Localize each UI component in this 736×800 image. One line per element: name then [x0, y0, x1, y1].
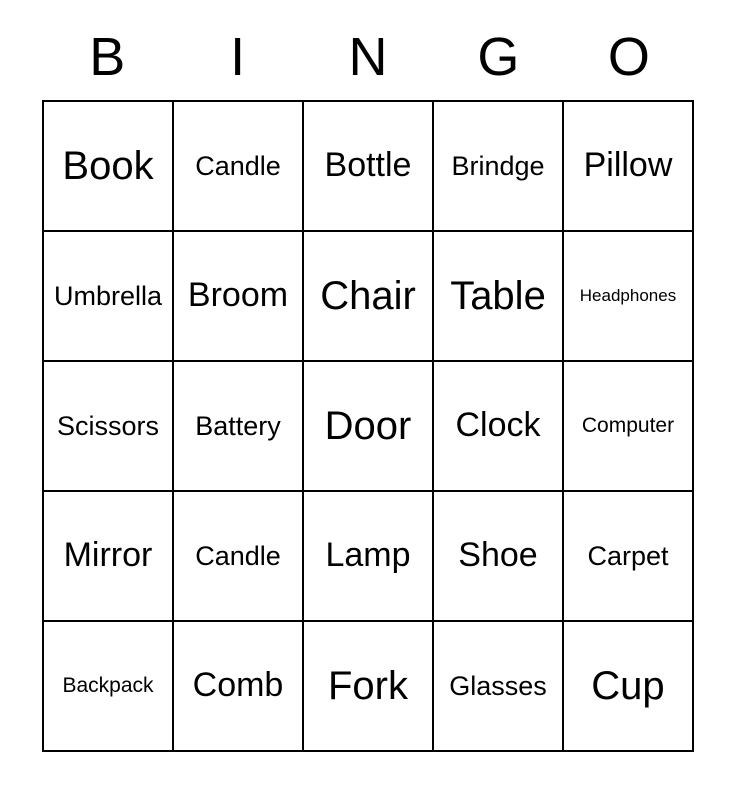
header-letter-n: N	[348, 27, 388, 87]
bingo-cell[interactable]	[564, 492, 694, 622]
bingo-grid	[42, 100, 694, 752]
bingo-cell[interactable]	[564, 232, 694, 362]
bingo-cell[interactable]	[434, 492, 564, 622]
bingo-cell-label: Brindge	[451, 150, 545, 181]
bingo-cell-label: Backpack	[62, 673, 154, 697]
bingo-cell[interactable]	[44, 622, 174, 752]
header-letter-i: I	[230, 27, 246, 87]
bingo-header	[42, 0, 694, 88]
header-letter-g: G	[477, 27, 520, 87]
bingo-cell-label: Pillow	[583, 146, 673, 185]
bingo-cell-label: Broom	[187, 276, 289, 315]
bingo-cell-label: Carpet	[587, 540, 669, 571]
bingo-cell[interactable]	[564, 102, 694, 232]
header-letter-b: B	[89, 27, 126, 87]
bingo-cell-label: Bottle	[324, 146, 412, 185]
bingo-row	[44, 622, 694, 752]
bingo-cell[interactable]	[44, 492, 174, 622]
bingo-cell-label: Candle	[195, 540, 281, 571]
bingo-cell[interactable]	[434, 232, 564, 362]
bingo-cell[interactable]	[174, 232, 304, 362]
bingo-cell-label: Cup	[591, 664, 665, 708]
bingo-cell-label: Battery	[195, 410, 281, 441]
bingo-cell[interactable]	[44, 362, 174, 492]
bingo-cell-label: Book	[62, 144, 154, 188]
bingo-cell[interactable]	[564, 622, 694, 752]
bingo-cell-label: Lamp	[325, 536, 411, 575]
bingo-cell[interactable]	[304, 102, 434, 232]
bingo-cell[interactable]	[44, 232, 174, 362]
bingo-row	[44, 102, 694, 232]
bingo-cell-label: Glasses	[449, 670, 547, 701]
bingo-row	[44, 492, 694, 622]
bingo-cell-label: Fork	[328, 664, 408, 708]
bingo-cell-label: Headphones	[579, 286, 677, 306]
bingo-cell[interactable]	[434, 362, 564, 492]
bingo-cell-label: Scissors	[56, 410, 159, 441]
bingo-row	[44, 232, 694, 362]
bingo-cell-label: Door	[324, 404, 412, 448]
bingo-cell[interactable]	[174, 102, 304, 232]
bingo-cell-label: Shoe	[458, 536, 538, 575]
bingo-row	[44, 362, 694, 492]
bingo-cell-label: Candle	[195, 150, 281, 181]
bingo-cell[interactable]	[434, 622, 564, 752]
bingo-cell[interactable]	[44, 102, 174, 232]
bingo-cell[interactable]	[434, 102, 564, 232]
bingo-cell-label: Table	[450, 274, 546, 318]
bingo-cell-label: Comb	[192, 666, 284, 705]
bingo-cell[interactable]	[174, 622, 304, 752]
header-letter-o: O	[607, 27, 650, 87]
bingo-cell[interactable]	[304, 362, 434, 492]
bingo-cell[interactable]	[304, 232, 434, 362]
bingo-cell[interactable]	[174, 492, 304, 622]
bingo-cell-label: Chair	[320, 274, 416, 318]
bingo-cell-label: Clock	[455, 406, 541, 445]
bingo-cell[interactable]	[304, 622, 434, 752]
bingo-cell[interactable]	[174, 362, 304, 492]
bingo-cell[interactable]	[564, 362, 694, 492]
bingo-cell[interactable]	[304, 492, 434, 622]
bingo-cell-label: Computer	[581, 413, 675, 437]
bingo-cell-label: Umbrella	[53, 280, 163, 311]
bingo-cell-label: Mirror	[63, 536, 153, 575]
